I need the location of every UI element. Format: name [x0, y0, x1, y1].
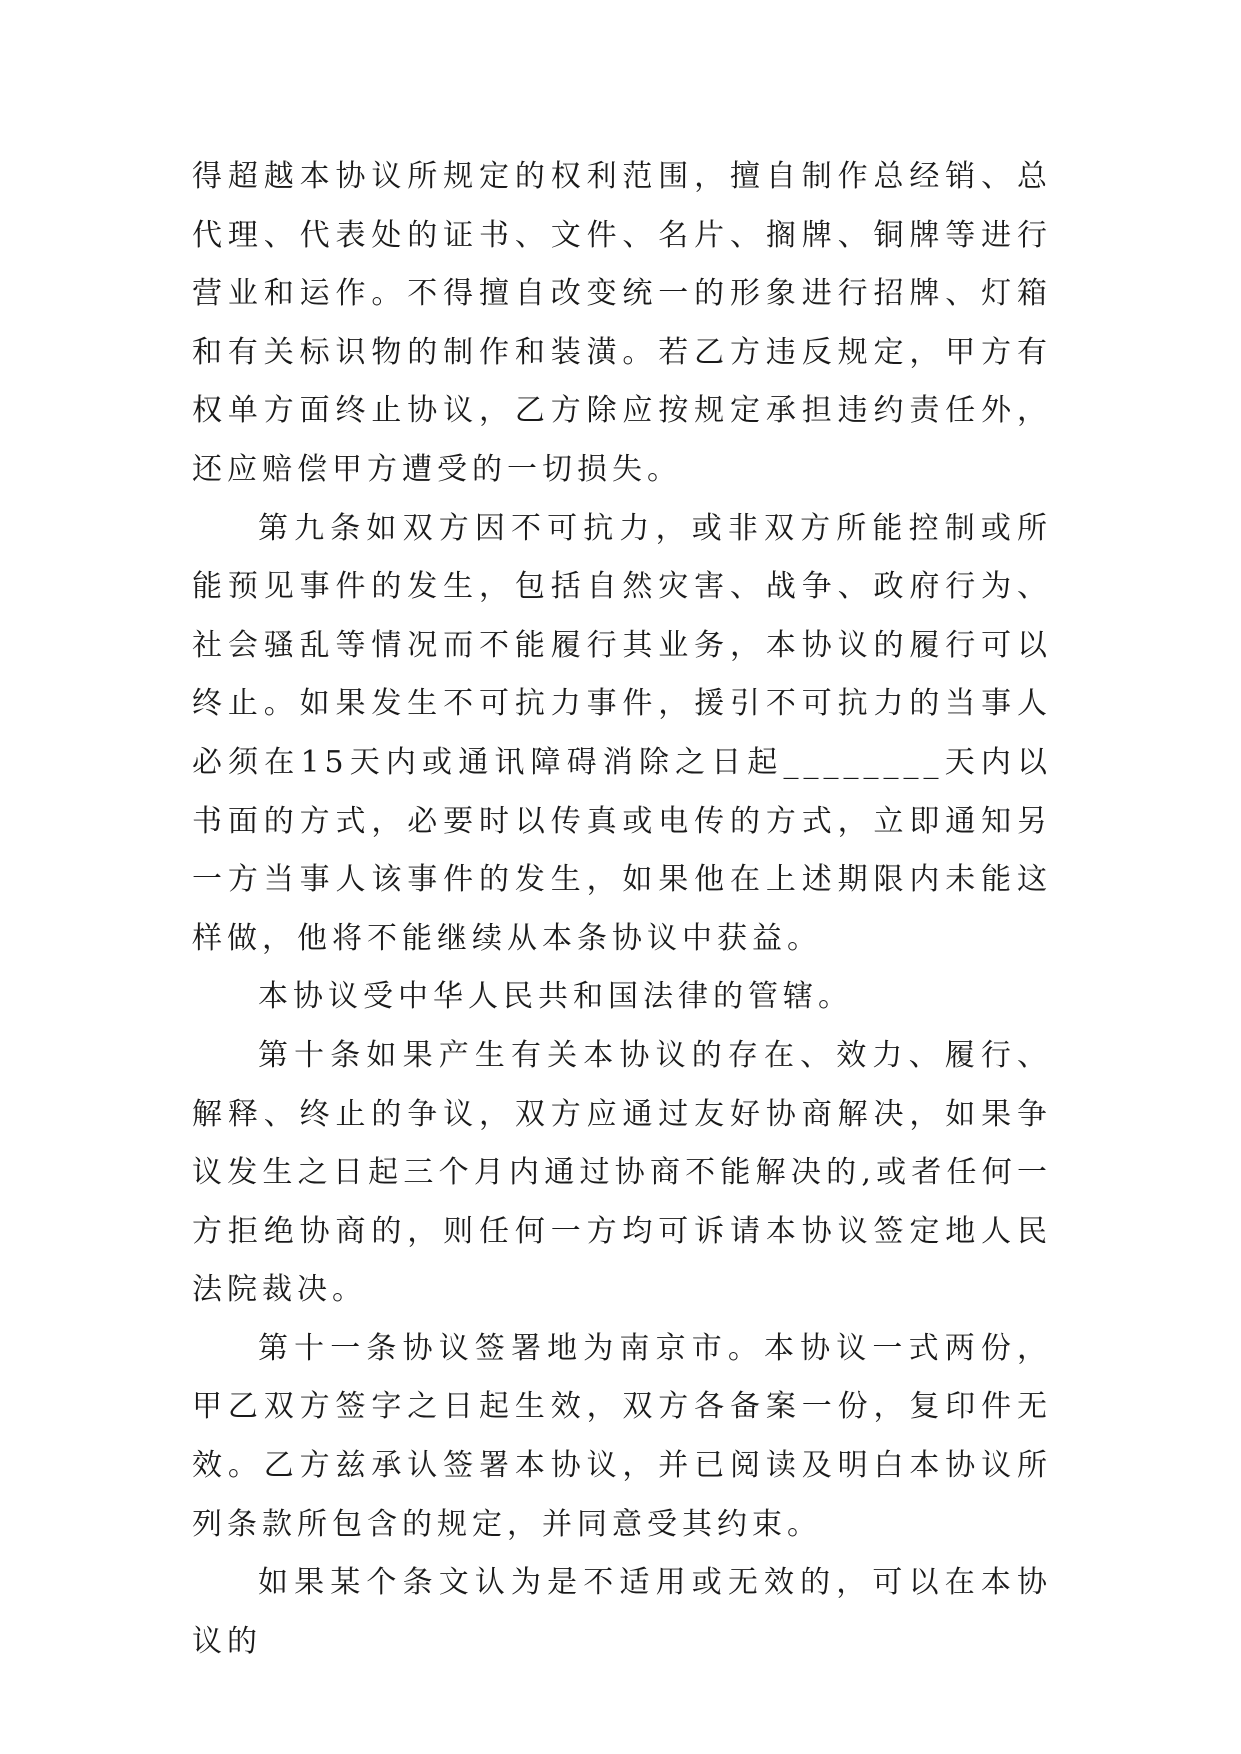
paragraph-continuation: 得超越本协议所规定的权利范围，擅自制作总经销、总代理、代表处的证书、文件、名片、搁牌、铜牌等进行营业和运作。不得擅自改变统一的形象进行招牌、灯箱和有关标识物的制作和装潢。若乙方违反规定，甲方有权单方面终止协议，乙方除应按规定承担违约责任外，还应赔偿甲方遭受的一切损失。: [192, 159, 1052, 487]
paragraph-governing-law: 本协议受中华人民共和国法律的管辖。: [258, 979, 853, 1015]
paragraph-severability: 如果某个条文认为是不适用或无效的，可以在本协议的: [192, 1565, 1052, 1659]
paragraph-article-10: 第十条如果产生有关本协议的存在、效力、履行、解释、终止的争议，双方应通过友好协商解决，如果争议发生之日起三个月内通过协商不能解决的,或者任何一方拒绝协商的，则任何一方均可诉请本协议签定地人民法院裁决。: [192, 1037, 1052, 1308]
paragraph-article-9: 第九条如双方因不可抗力，或非双方所能控制或所能预见事件的发生，包括自然灾害、战争、政府行为、社会骚乱等情况而不能履行其业务，本协议的履行可以终止。如果发生不可抗力事件，援引不可抗力的当事人必须在15天内或通讯障碍消除之日起________天内以书面的方式，必要时以传真或电传的方式，立即通知另一方当事人该事件的发生，如果他在上述期限内未能这样做，他将不能继续从本条协议中获益。: [192, 510, 1052, 956]
document-page: [192, 148, 1052, 1671]
paragraph-article-11: 第十一条协议签署地为南京市。本协议一式两份，甲乙双方签字之日起生效，双方各备案一份，复印件无效。乙方兹承认签署本协议，并已阅读及明白本协议所列条款所包含的规定，并同意受其约束。: [192, 1330, 1052, 1542]
